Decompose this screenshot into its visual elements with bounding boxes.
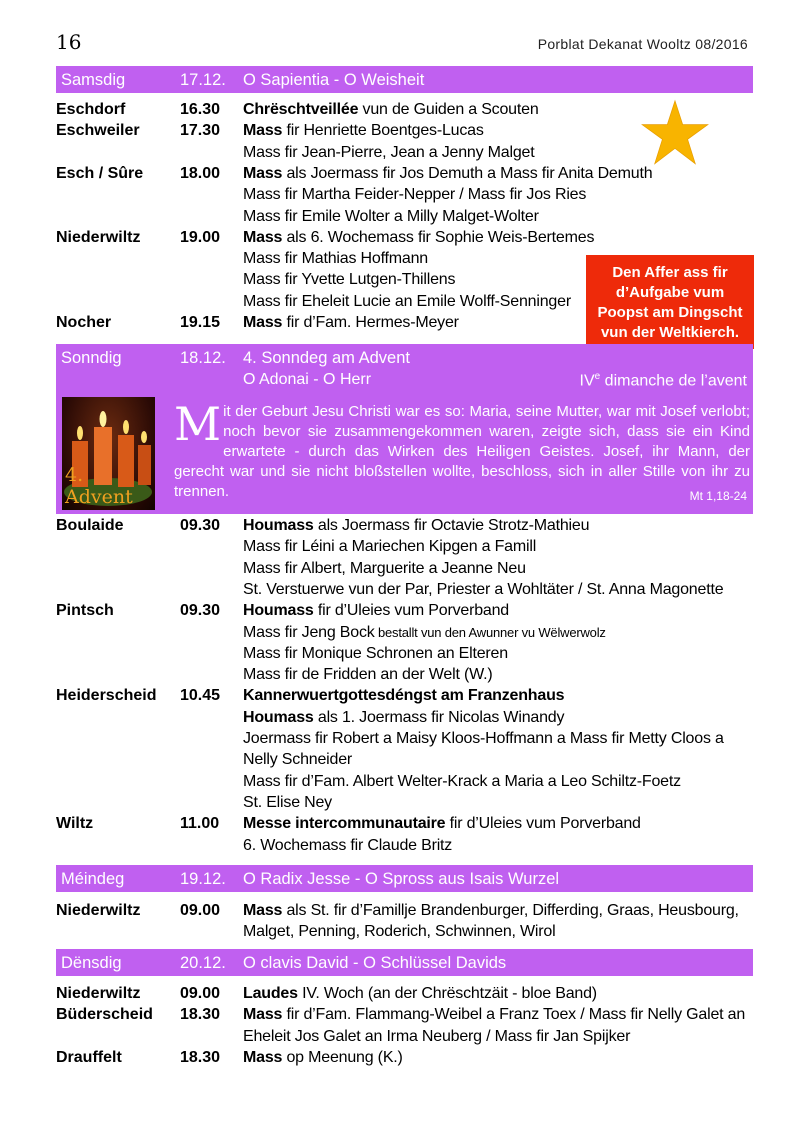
advent-candles-image: [62, 397, 155, 510]
schedule-row: [56, 1028, 753, 1049]
service-type: Mass: [243, 1006, 283, 1024]
intention: Mass fir Jeng Bock: [243, 623, 375, 641]
intention: 6. Wochemass fir Claude Britz: [243, 836, 453, 854]
day-name: Méindeg: [61, 870, 125, 888]
service-type: Laudes: [243, 985, 298, 1002]
intention: fir d’Uleies vum Porverband: [313, 602, 509, 620]
intention: fir d’Uleies vum Porverband: [445, 815, 641, 833]
description: [243, 314, 459, 332]
day-title: O Radix Jesse - O Spross aus Isais Wurzel: [243, 870, 560, 888]
description: [243, 645, 508, 663]
intention-note: bestallt vun den Awunner vu Wëlwerwolz: [374, 624, 606, 640]
intention: fir d’Fam. Flammang-Weibel a Franz Toex / Mass fir Nelly Galet an: [282, 1006, 746, 1024]
intention: op Meenung (K.): [282, 1048, 403, 1066]
day-name: Dënsdig: [61, 954, 122, 972]
place: Niederwiltz: [56, 902, 141, 919]
notice-line: Poopst am Dingscht: [597, 304, 743, 321]
notice-line: vun der Weltkierch.: [600, 324, 740, 341]
time: 09.30: [180, 602, 221, 620]
notice-box: [585, 254, 755, 350]
service-type: Mass: [243, 1048, 283, 1066]
service-type: Houmass: [243, 517, 314, 534]
place: Niederwiltz: [56, 985, 141, 1002]
description: [243, 1049, 403, 1067]
schedule-row: [56, 837, 753, 858]
intention: Mass fir Monique Schronen an Elteren: [243, 644, 508, 662]
description: [243, 186, 586, 204]
description: [243, 560, 526, 578]
service-type: Mass: [243, 122, 283, 140]
intention: als Joermass fir Octavie Strotz-Mathieu: [313, 517, 590, 534]
gospel-body: it der Geburt Jesu Christi war es so: Maria, seine Mutter, war mit Josef verlobt; noch bevor sie zusammengekommen waren, zeigte sich, dass sie ein Kind erwartete - durch das Wirken des Heiligen Geistes. Josef, ihr Mann, der gerecht war und sie nicht bloßstellen wollte, beschloss, sich in aller Stille von ihr zu trennen.: [174, 403, 750, 500]
publication-title: Porblat Dekanat Wooltz 08/2016: [537, 36, 748, 52]
intention: St. Elise Ney: [243, 793, 332, 811]
intention: Mass fir Léini a Mariechen Kipgen a Famill: [243, 538, 537, 556]
service-type: Houmass: [243, 708, 314, 726]
intention: Eheleit Jos Galet an Irma Neuberg / Mass fir Jan Spijker: [243, 1027, 631, 1045]
description: [243, 144, 535, 162]
gospel-text: [174, 397, 750, 502]
day-bar-sunday: [56, 344, 753, 514]
description: [243, 624, 606, 642]
intention: Mass fir Emile Wolter a Milly Malget-Wolter: [243, 207, 539, 225]
place: Niederwiltz: [56, 228, 141, 246]
service-type: Mass: [243, 228, 283, 246]
place: Esch / Sûre: [56, 164, 144, 182]
description: [243, 902, 739, 920]
service-type: Messe intercommunautaire: [243, 815, 446, 833]
intention: Mass fir Yvette Lutgen-Thillens: [243, 271, 456, 289]
page-number: 16: [56, 30, 82, 54]
description: [243, 985, 597, 1003]
description: [243, 250, 428, 268]
time: 09.00: [180, 985, 221, 1002]
day-title: O Sapientia - O Weisheit: [243, 71, 425, 89]
schedule-row: [56, 902, 753, 923]
service-type: Chrëschtveillée: [243, 101, 359, 118]
description: [243, 730, 724, 748]
time: 10.45: [180, 687, 221, 705]
page-header: [56, 30, 748, 54]
description: [243, 709, 564, 727]
description: [243, 773, 681, 791]
intention: Nelly Schneider: [243, 751, 353, 769]
day-bar-tuesday: [56, 949, 753, 976]
description: [243, 101, 539, 119]
schedule-row: [56, 985, 753, 1006]
time: 17.30: [180, 122, 221, 140]
description: [243, 1028, 630, 1046]
place: Büderscheid: [56, 1006, 153, 1024]
schedule-row: [56, 794, 753, 815]
image-caption: 4. Advent: [65, 464, 133, 508]
day-date: 20.12.: [180, 954, 226, 972]
schedule-row: [56, 208, 753, 229]
place: Drauffelt: [56, 1048, 122, 1066]
schedule-row: [56, 186, 753, 207]
schedule-row: [56, 645, 753, 666]
description: [243, 687, 564, 705]
day-bar-monday: [56, 865, 753, 892]
schedule-row: [56, 1049, 753, 1070]
gospel-reference: Mt 1,18-24: [689, 489, 747, 503]
description: [243, 165, 652, 183]
description: [243, 837, 452, 855]
description: [243, 794, 332, 812]
intention: Mass fir Albert, Marguerite a Jeanne Neu: [243, 559, 526, 577]
schedule-row: [56, 1006, 753, 1027]
day-date: 18.12.: [180, 349, 226, 367]
schedule-row: [56, 709, 753, 730]
description: [243, 751, 352, 769]
intention: fir d’Fam. Hermes-Meyer: [282, 314, 459, 331]
description: [243, 229, 594, 247]
service-type: Houmass: [243, 602, 314, 620]
service-type: Kannerwuertgottesdéngst am Franzenhaus: [243, 687, 565, 705]
description: [243, 122, 484, 140]
schedule-row: [56, 560, 753, 581]
schedule-row: [56, 538, 753, 559]
service-type: Mass: [243, 164, 283, 182]
drop-cap: M: [174, 397, 222, 451]
time: 18.30: [180, 1006, 221, 1024]
intention: Mass fir Jean-Pierre, Jean a Jenny Malget: [243, 143, 535, 161]
notice-line: d’Aufgabe vum: [615, 284, 725, 301]
day-subtitle-fr: IVe dimanche de l’avent: [579, 371, 747, 390]
schedule-row: [56, 773, 753, 794]
description: [243, 517, 589, 535]
schedule-row: [56, 602, 753, 623]
day-date: 19.12.: [180, 870, 226, 888]
intention: als Joermass fir Jos Demuth a Mass fir Anita Demuth: [282, 164, 653, 182]
schedule-row: [56, 687, 753, 708]
intention: als St. fir d’Famillje Brandenburger, Differding, Graas, Heusbourg,: [282, 902, 739, 919]
place: Eschdorf: [56, 101, 126, 118]
day-date: 17.12.: [180, 71, 226, 89]
intention: St. Verstuerwe vun der Par, Priester a Wohltäter / St. Anna Magonette: [243, 580, 724, 598]
schedule-row: [56, 751, 753, 772]
description: [243, 602, 509, 620]
intention: als 1. Joermass fir Nicolas Winandy: [313, 708, 565, 726]
description: [243, 815, 641, 833]
time: 19.15: [180, 314, 221, 331]
intention: Mass fir Eheleit Lucie an Emile Wolff-Senninger: [243, 292, 571, 310]
schedule-row: [56, 165, 753, 186]
intention: Joermass fir Robert a Maisy Kloos-Hoffmann a Mass fir Metty Cloos a: [243, 730, 724, 747]
place: Eschweiler: [56, 122, 140, 140]
description: [243, 581, 723, 599]
schedule-row: [56, 815, 753, 836]
time: 18.00: [180, 164, 221, 182]
intention: Mass fir Martha Feider-Nepper / Mass fir Jos Ries: [243, 186, 587, 204]
description: [243, 538, 536, 556]
schedule-row: [56, 517, 753, 538]
time: 18.30: [180, 1048, 221, 1066]
star-icon: [640, 98, 710, 168]
time: 09.30: [180, 517, 221, 534]
place: Boulaide: [56, 517, 124, 534]
intention: als 6. Wochemass fir Sophie Weis-Bertemes: [282, 228, 595, 246]
description: [243, 293, 571, 311]
description: [243, 666, 492, 684]
schedule-row: [56, 666, 753, 687]
day-title: 4. Sonndeg am Advent: [243, 349, 410, 367]
day-name: Sonndig: [61, 349, 122, 367]
place: Nocher: [56, 314, 112, 331]
description: [243, 923, 555, 941]
schedule-row: [56, 730, 753, 751]
intention: vun de Guiden a Scouten: [358, 101, 539, 118]
intention: Mass fir Mathias Hoffmann: [243, 250, 428, 268]
schedule-row: [56, 923, 753, 944]
intention: Mass fir de Fridden an der Welt (W.): [243, 666, 493, 684]
day-bar-saturday: [56, 66, 753, 93]
time: 16.30: [180, 101, 221, 118]
description: [243, 1006, 745, 1024]
place: Wiltz: [56, 815, 94, 833]
place: Heiderscheid: [56, 687, 157, 705]
intention: fir Henriette Boentges-Lucas: [282, 122, 484, 140]
intention: IV. Woch (an der Chrëschtzäit - bloe Band): [297, 985, 597, 1002]
day-subtitle: O Adonai - O Herr: [243, 371, 372, 388]
service-type: Mass: [243, 314, 283, 331]
description: [243, 208, 539, 226]
place: Pintsch: [56, 602, 114, 620]
service-type: Mass: [243, 902, 283, 919]
intention: Malget, Penning, Roderich, Schwinnen, Wirol: [243, 923, 556, 941]
schedule-row: [56, 624, 753, 645]
time: 09.00: [180, 902, 221, 919]
time: 19.00: [180, 228, 221, 246]
notice-line: Den Affer ass fir: [612, 264, 728, 281]
intention: Mass fir d’Fam. Albert Welter-Krack a Maria a Leo Schiltz-Foetz: [243, 772, 681, 790]
day-title: O clavis David - O Schlüssel Davids: [243, 954, 507, 972]
description: [243, 271, 455, 289]
schedule-row: [56, 581, 753, 602]
schedule-row: [56, 229, 753, 250]
time: 11.00: [180, 815, 220, 833]
day-name: Samsdig: [61, 71, 126, 89]
